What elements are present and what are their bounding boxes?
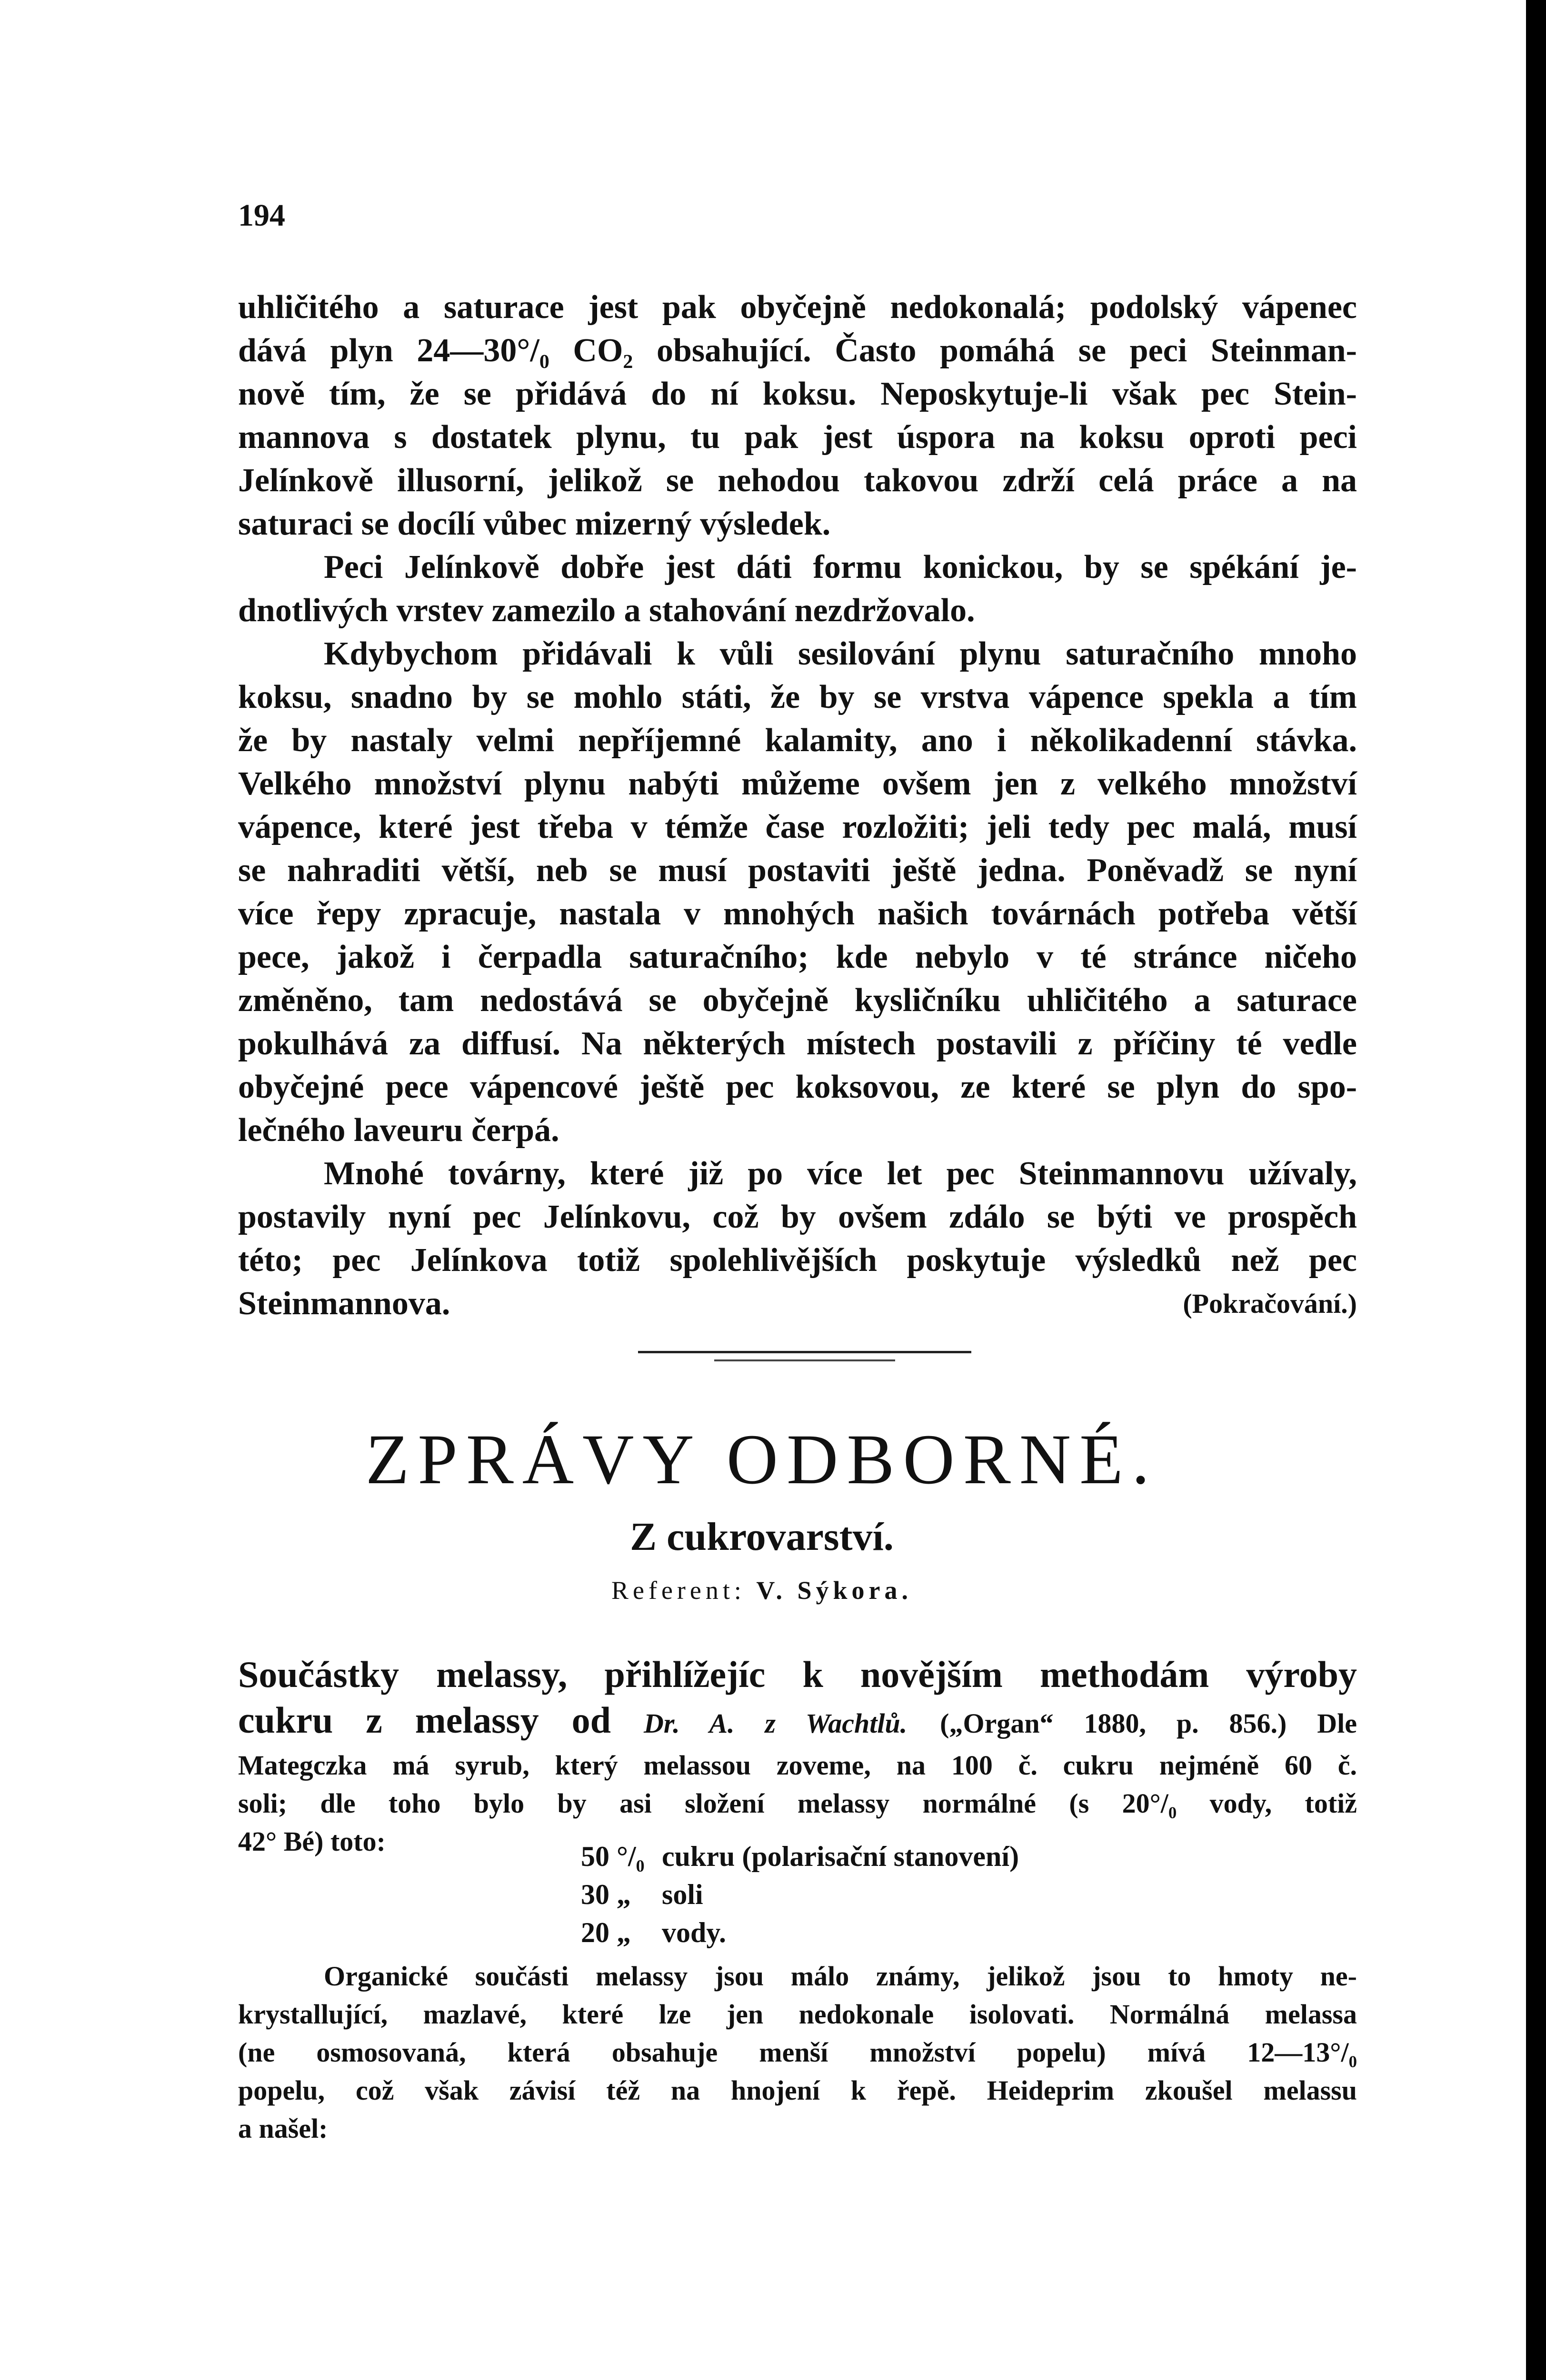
section-divider: [638, 1351, 971, 1353]
article-heading-line2: [238, 1697, 1357, 1746]
text-line: pece, jakož i čerpadla saturačního; kde nebylo v té stránce ničeho: [238, 939, 1357, 975]
text-line: změněno, tam nedostává se obyčejně kysličníku uhličitého a saturace: [238, 982, 1357, 1019]
text-line: soli; dle toho bylo by asi složení melassy normálné (s 20°/₀ vody, totiž: [238, 1788, 1357, 1819]
text-line-end: Steinmannova.: [238, 1285, 450, 1322]
article-heading: Součástky melassy, přihlížejíc k novějším methodám výroby: [238, 1654, 1357, 1695]
composition-item: vody.: [662, 1917, 727, 1948]
article-source: („Organ“ 1880, p. 856.) Dle: [940, 1708, 1357, 1739]
referent-label: Referent:: [611, 1576, 746, 1605]
text-line: dnotlivých vrstev zamezilo a stahování nezdržovalo.: [238, 592, 975, 629]
article-author: Dr. A. z Wachtlů.: [643, 1708, 908, 1739]
text-line: Kdybychom přidávali k vůli sesilování plynu saturačního mnoho: [324, 635, 1357, 672]
text-line: této; pec Jelínkova totiž spolehlivějších poskytuje výsledků než pec: [238, 1242, 1357, 1279]
composition-amount: 20 „: [581, 1917, 631, 1948]
text-line: Velkého množství plynu nabýti můžeme ovšem jen z velkého množství: [238, 765, 1357, 802]
text-line: Organické součásti melassy jsou málo známy, jelikož jsou to hmoty ne-: [324, 1961, 1357, 1992]
text-line: krystallující, mazlavé, které lze jen nedokonale isolovati. Normálná melassa: [238, 1999, 1357, 2030]
subsection-title: Z cukrovarství.: [630, 1515, 894, 1559]
text-line: pokulhává za diffusí. Na některých místech postavili z příčiny té vedle: [238, 1025, 1357, 1062]
text-line: [238, 1282, 1357, 1325]
text-line: dává plyn 24—30°/₀ CO₂ obsahující. Často pomáhá se peci Steinman-: [238, 332, 1357, 369]
text-line: uhličitého a saturace jest pak obyčejně nedokonalá; podolský vápenec: [238, 289, 1357, 326]
text-line: popelu, což však závisí též na hnojení k řepě. Heideprim zkoušel melassu: [238, 2075, 1357, 2106]
text-line: (ne osmosovaná, která obsahuje menší množství popelu) mívá 12—13°/₀: [238, 2037, 1357, 2068]
text-line: postavily nyní pec Jelínkovu, což by ovšem zdálo se býti ve prospěch: [238, 1199, 1357, 1235]
continuation-note: (Pokračování.): [1183, 1288, 1357, 1319]
composition-amount: 50 °/₀: [581, 1841, 645, 1872]
composition-row: [581, 1875, 1019, 1914]
text-line: saturaci se docílí vůbec mizerný výsledek.: [238, 506, 831, 542]
text-line: mannova s dostatek plynu, tu pak jest úspora na koksu oproti peci: [238, 419, 1357, 456]
text-line: lečného laveuru čerpá.: [238, 1112, 559, 1149]
referent-line: [0, 1576, 1524, 1605]
section-divider-accent: [714, 1359, 895, 1361]
article-continuation: [238, 1957, 1357, 2148]
text-line: Mategczka má syrub, který melassou zoveme, na 100 č. cukru nejméně 60 č.: [238, 1750, 1357, 1781]
text-line: Jelínkově illusorní, jelikož se nehodou takovou zdrží celá práce a na: [238, 462, 1357, 499]
text-line: 42° Bé) toto:: [238, 1826, 386, 1857]
text-line: a našel:: [238, 2113, 328, 2144]
text-line: že by nastaly velmi nepříjemné kalamity, ano i několikadenní stávka.: [238, 722, 1357, 759]
article-heading-cont: cukru z melassy od: [238, 1699, 611, 1741]
text-line: nově tím, že se přidává do ní koksu. Neposkytuje-li však pec Stein-: [238, 376, 1357, 412]
composition-item: cukru (polarisační stanovení): [662, 1841, 1019, 1872]
section-title: ZPRÁVY ODBORNÉ.: [365, 1420, 1158, 1499]
text-line: obyčejné pece vápencové ještě pec koksovou, ze které se plyn do spo-: [238, 1069, 1357, 1105]
text-line: Mnohé továrny, které již po více let pec Steinmannovu užívaly,: [324, 1155, 1357, 1192]
article: [238, 1652, 1357, 1861]
text-line: více řepy zpracuje, nastala v mnohých našich továrnách potřeba větší: [238, 895, 1357, 932]
page-edge: [1526, 0, 1546, 2380]
composition-item: soli: [662, 1879, 703, 1910]
continued-paragraphs: [238, 286, 1357, 1325]
text-line: vápence, které jest třeba v témže čase rozložiti; jeli tedy pec malá, musí: [238, 809, 1357, 845]
composition-amount: 30 „: [581, 1879, 631, 1910]
composition-row: [581, 1914, 1019, 1952]
composition-list: [581, 1837, 1019, 1952]
composition-row: [581, 1837, 1019, 1875]
page-number: 194: [238, 198, 285, 233]
text-line: Peci Jelínkově dobře jest dáti formu konickou, by se spékání je-: [324, 549, 1357, 585]
referent-name: V. Sýkora.: [756, 1576, 912, 1605]
text-line: koksu, snadno by se mohlo státi, že by se vrstva vápence spekla a tím: [238, 679, 1357, 715]
text-line: se nahraditi větší, neb se musí postaviti ještě jedna. Poněvadž se nyní: [238, 852, 1357, 889]
